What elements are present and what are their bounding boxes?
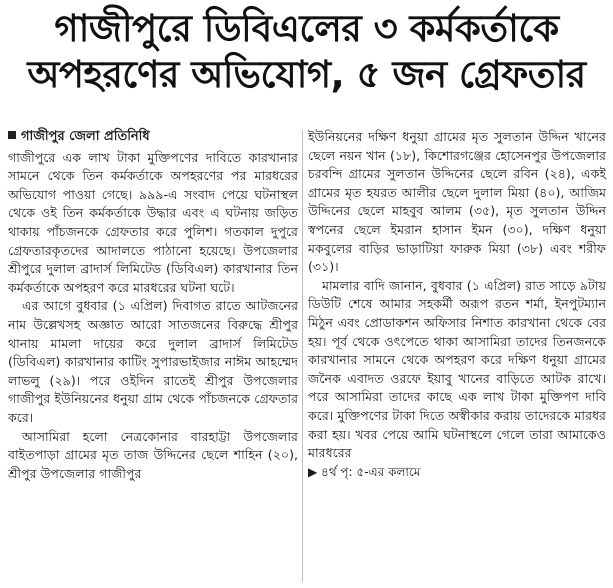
paragraph-case-filed: এর আগে বুধবার (১ এপ্রিল) দিবাগত রাতে আটজনের নাম উল্লেখসহ অজ্ঞাত আরো সাতজনের বিরুদ্ধে শ্রীপুর থানায় মামলা দায়ের করে দুলাল ব্রাদার্স লিমিটেড (ডিবিএল) কারখানার কাটিং সুপারভাইজার নাঈম আহম্মেদ লাভলু (২৯)। পরে ওইদিন রাতেই শ্রীপুর উপজেলার গাজীপুর ইউনিয়নের ধনুয়া গ্রাম থেকে পাঁচজনকে গ্রেফতার করে। <box>8 298 298 425</box>
paragraph-plaintiff-statement: মামলার বাদি জানান, বুধবার (১ এপ্রিল) রাত সাড়ে ৯টায় ডিউটি শেষে আমার সহকর্মী অরূপ রতন শর্মা, ইনপুটম্যান মিঠুন এবং প্রোডাকশন অফিসার নিশাত কারখানা থেকে বের হয়। পূর্ব থেকে ওৎপেতে থাকা আসামিরা তাদের তিনজনকে কারখানার সামনে থেকে অপহরণ করে দক্ষিণ ধনুয়া গ্রামের জনৈক এবাদত ওরফে ইয়াবু খানের বাড়িতে আটক রাখে। পরে আসামিরা তাদের কাছে এক লাখ টাকা মুক্তিপণ দাবি করে। মুক্তিপণের টাকা দিতে অস্বীকার করায় তাদেরকে মারধর করা হয়। খবর পেয়ে আমি ঘটনাস্থলে গেলে তারা আমাকেও মারধরের <box>308 277 606 461</box>
byline-text: গাজীপুর জেলা প্রতিনিধি <box>21 129 150 144</box>
paragraph-accused-continued: ইউনিয়নের দক্ষিণ ধনুয়া গ্রামের মৃত সুলতান উদ্দিন খানের ছেলে নয়ন খান (১৮), কিশোরগঞ্জের হোসেনপুর উপজেলার চরবন্দি গ্রামের সুলতান উদ্দিনের ছেলে রবিন (২৪), একই গ্রামের মৃত হযরত আলীর ছেলে দুলাল মিয়া (৪০), আজিম উদ্দিনের ছেলে মাহবুব আলম (৩৫), মৃত সুলতান উদ্দিন স্বপনের ছেলে ইমরান হাসান ইমন (৩০), দক্ষিণ ধনুয়া মকবুলের বাড়ির ভাড়াটিয়া ফারুক মিয়া (৩৮) এবং শরীফ (৩১)। <box>308 129 606 275</box>
paragraph-intro: গাজীপুরে এক লাখ টাকা মুক্তিপণের দাবিতে কারখানার সামনে থেকে তিন কর্মকর্তাকে অপহরণের পর মারধরের অভিযোগ পাওয়া গেছে। ৯৯৯-এ সংবাদ পেয়ে ঘটনাস্থল থেকে ওই তিন কর্মকর্তাকে উদ্ধার এবং এ ঘটনায় জড়িত থাকায় পাঁচজনকে গ্রেফতার করে পুলিশ। গতকাল দুপুরে গ্রেফতারকৃতদের আদালতে পাঠানো হয়েছে। উপজেলার শ্রীপুরে দুলাল ব্রাদার্স লিমিটেড (ডিবিএল) কারখানার তিন কর্মকর্তাকে অপহরণ করে মারধরের ঘটনা ঘটে। <box>8 149 298 295</box>
byline <box>8 128 298 147</box>
bullet-square-icon <box>8 131 16 139</box>
left-column <box>8 128 298 483</box>
headline-line-1: গাজীপুরে ডিবিএলের ৩ কর্মকর্তাকে <box>54 7 559 50</box>
right-column <box>308 128 606 481</box>
paragraph-accused-start: আসামিরা হলো নেত্রকোনার বারহাট্টা উপজেলার বাইতপাড়া গ্রামের মৃত তাজ উদ্দিনের ছেলে শাহিন (২০), শ্রীপুর উপজেলার গাজীপুর <box>8 428 298 481</box>
column-divider <box>302 130 303 582</box>
continued-on-page: ▶ ৪র্থ পৃ: ৫-এর কলামে <box>308 464 421 479</box>
headline <box>0 6 613 98</box>
headline-line-2: অপহরণের অভিযোগ, ৫ জন গ্রেফতার <box>27 53 586 96</box>
